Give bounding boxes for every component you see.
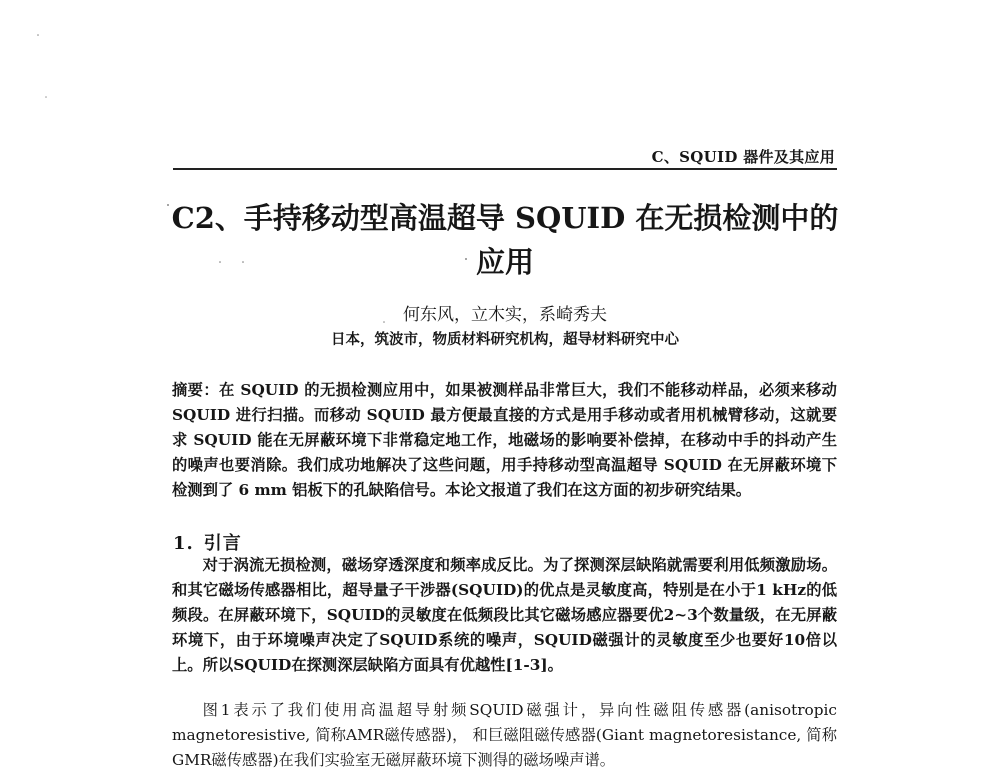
abstract-label: 摘要： xyxy=(172,381,220,399)
authors: 何东风，立木实，系崎秀夫 xyxy=(403,305,607,325)
running-head: C、SQUID 器件及其应用 xyxy=(651,148,835,166)
section-title: 引言 xyxy=(203,533,242,554)
paper-title: C2、手持移动型高温超导 SQUID 在无损检测中的应用 xyxy=(171,201,839,279)
section-number: 1. xyxy=(173,533,194,554)
abstract-text: 在 SQUID 的无损检测应用中，如果被测样品非常巨大，我们不能移动样品，必须来移动 SQUID 进行扫描。而移动 SQUID 最方便最直接的方式是用手移动或者用机械臂移动，这就要求 SQUID 能在无屏蔽环境下非常稳定地工作，地磁场的影响要补偿掉，在移动中手的抖动产生的噪声也要消除。我们成功地解决了这些问题，用手持移动型高温超导 SQUID 在无屏蔽环境下检测到了 6 mm 铝板下的孔缺陷信号。本论文报道了我们在这方面的初步研究结果。 xyxy=(172,381,837,499)
affiliation: 日本，筑波市，物质材料研究机构，超导材料研究中心 xyxy=(331,331,679,348)
intro-paragraph-2: 图1表示了我们使用高温超导射频SQUID磁强计，异向性磁阻传感器(anisotropic magnetoresistive, 简称AMR磁传感器)， 和巨磁阻磁传感器(Giant magnetoresistance, 简称GMR磁传感器)在我们实验室无磁屏蔽环境下测得的磁场噪声谱。 xyxy=(172,701,837,769)
intro-paragraph-1: 对于涡流无损检测，磁场穿透深度和频率成反比。为了探测深层缺陷就需要利用低频激励场。和其它磁场传感器相比，超导量子干涉器(SQUID)的优点是灵敏度高，特别是在小于1 kHz的低频段。在屏蔽环境下，SQUID的灵敏度在低频段比其它磁场感应器要优2~3个数量级，在无屏蔽环境下，由于环境噪声决定了SQUID系统的噪声，SQUID磁强计的灵敏度至少也要好10倍以上。所以SQUID在探测深层缺陷方面具有优越性[1-3]。 xyxy=(172,556,837,674)
